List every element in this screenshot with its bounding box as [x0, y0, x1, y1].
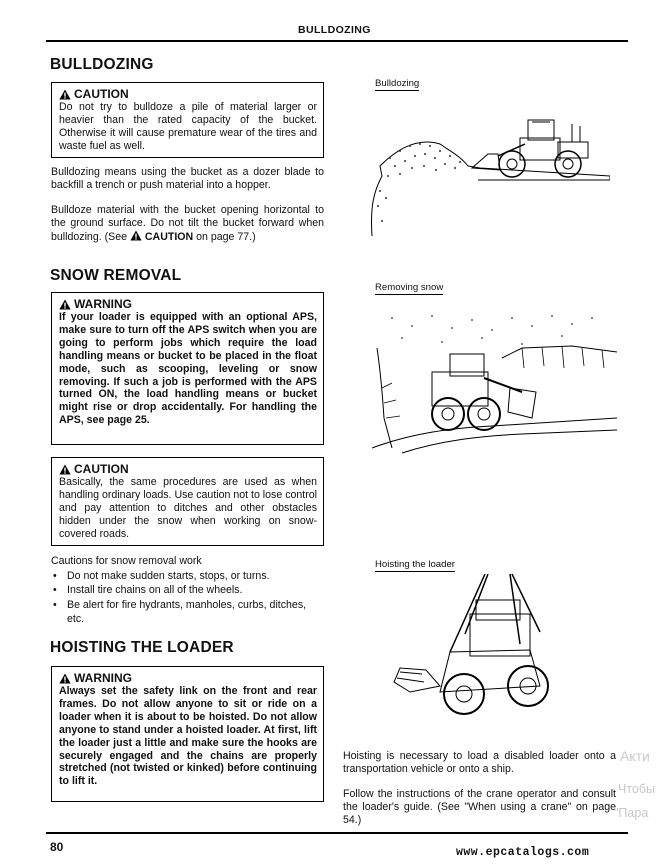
- list-item: • Be alert for fire hydrants, manholes, curbs, ditches, etc.: [51, 598, 324, 627]
- caution-reference: CAUTION: [144, 230, 194, 243]
- warning-triangle-icon: [130, 230, 142, 241]
- bulldozing-caution-box: [51, 82, 324, 158]
- warning-label: WARNING: [74, 671, 132, 685]
- snow-warning-box: [51, 292, 324, 445]
- caution-text: Do not try to bulldoze a pile of material larger or heavier than the rated capacity of the bucket. Otherwise it will cause premature wear of the tires and waste fuel as well.: [59, 101, 317, 152]
- caution-text: Basically, the same procedures are used as when handling ordinary loads. Use caution not to lose control and pay attention to ditches and other obstacles hidden under the snow when working on snow-covered roads.: [59, 476, 317, 540]
- warning-label: WARNING: [74, 297, 132, 311]
- hoisting-paragraph-1: Hoisting is necessary to load a disabled loader onto a transportation vehicle or onto a ship.: [343, 750, 616, 775]
- hoisting-figure-caption: Hoisting the loader: [375, 559, 455, 570]
- hoisting-heading: HOISTING THE LOADER: [50, 639, 234, 656]
- warning-triangle-icon: [59, 464, 71, 475]
- hoisting-warning-box: [51, 666, 324, 802]
- bulldozing-paragraph-2: [51, 204, 324, 244]
- warning-text: Always set the safety link on the front and rear frames. Do not allow anyone to sit or ride on a loader when it is about to be hoisted. Do not allow anyone to stand under a hoisted loader. At first, lift the loader just a little and make sure the hooks are securely engaged and the chains are properly stretched (not twisted or kinked) before continuing to lift it.: [59, 685, 317, 788]
- bulldozing-paragraph-2-text: Bulldoze material with the bucket opening horizontal to the ground surface. Do not tilt the bucket forward when bulldozing. (See: [51, 204, 324, 243]
- warning-header: [59, 671, 317, 685]
- bulldozing-illustration: [360, 96, 610, 236]
- running-header: BULLDOZING: [298, 24, 371, 36]
- snow-cautions-list: [51, 569, 324, 627]
- snow-caution-box: [51, 457, 324, 546]
- bulldozing-paragraph-2-tail: on page 77.): [196, 230, 256, 243]
- caution-header: [59, 87, 317, 101]
- bulldozing-figure-caption: Bulldozing: [375, 78, 420, 89]
- warning-triangle-icon: [59, 89, 71, 100]
- header-rule: [46, 40, 628, 42]
- list-item: • Do not make sudden starts, stops, or turns.: [51, 569, 324, 583]
- overlay-fragment: "Пара: [614, 806, 649, 820]
- overlay-fragment: Акти: [620, 748, 650, 764]
- snow-figure-caption: Removing snow: [375, 282, 444, 293]
- snow-removal-heading: SNOW REMOVAL: [50, 267, 182, 284]
- overlay-fragment: Чтобы: [618, 782, 656, 796]
- warning-triangle-icon: [59, 299, 71, 310]
- warning-triangle-icon: [59, 673, 71, 684]
- hoisting-illustration: [380, 574, 580, 739]
- footer-rule: [46, 832, 628, 834]
- caution-label: CAUTION: [74, 462, 129, 476]
- warning-text: If your loader is equipped with an optional APS, make sure to turn off the APS switch when you are going to perform jobs which require the load handling means or bucket to be placed in the float mode, such as scooping, leveling or snow removing. If such a job is performed with the APS turned ON, the load handling means or bucket might rise or drop accidentally. For handling the APS, see page 25.: [59, 311, 317, 427]
- bulldozing-heading: BULLDOZING: [50, 56, 154, 73]
- website-link[interactable]: www.epcatalogs.com: [456, 846, 590, 859]
- list-item: • Install tire chains on all of the wheels.: [51, 583, 324, 597]
- hoisting-paragraph-2: Follow the instructions of the crane operator and consult the loader's guide. (See "When using a crane" on page 54.): [343, 788, 616, 826]
- caution-header: [59, 462, 317, 476]
- caution-label: CAUTION: [74, 87, 129, 101]
- snow-removal-illustration: [372, 308, 617, 458]
- page-number: 80: [50, 840, 64, 854]
- bulldozing-paragraph-1: Bulldozing means using the bucket as a dozer blade to backfill a trench or push material into a hopper.: [51, 166, 324, 191]
- warning-header: [59, 297, 317, 311]
- snow-list-intro: Cautions for snow removal work: [51, 555, 202, 567]
